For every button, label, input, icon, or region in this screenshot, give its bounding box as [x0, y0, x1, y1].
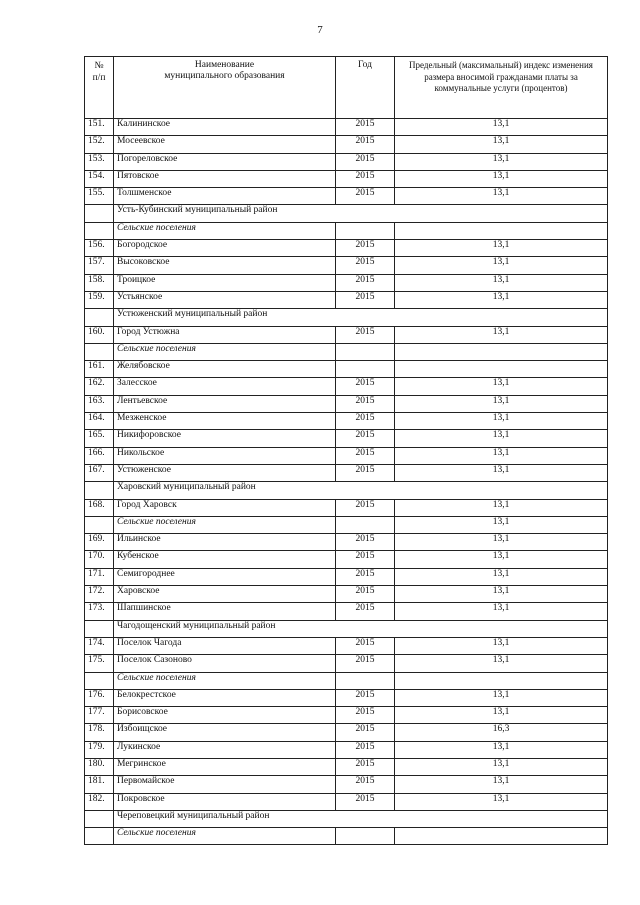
index-value: 13,1: [395, 568, 608, 585]
index-value: 13,1: [395, 240, 608, 257]
year-value: 2015: [336, 136, 395, 153]
municipality-name: Никифоровское: [114, 430, 336, 447]
index-value: 13,1: [395, 464, 608, 481]
index-value: 13,1: [395, 153, 608, 170]
row-number-cell: [85, 222, 114, 239]
row-number: 155.: [85, 188, 114, 205]
municipality-name: Пятовское: [114, 170, 336, 187]
row-number-cell: [85, 828, 114, 845]
row-number: 168.: [85, 499, 114, 516]
municipality-name: Харовское: [114, 586, 336, 603]
year-cell: [336, 672, 395, 689]
table-row: [85, 274, 608, 291]
municipality-name: Богородское: [114, 240, 336, 257]
row-number: 159.: [85, 291, 114, 308]
year-value: 2015: [336, 758, 395, 775]
year-value: 2015: [336, 637, 395, 654]
table-row: [85, 395, 608, 412]
year-cell: [336, 828, 395, 845]
year-value: 2015: [336, 464, 395, 481]
table-row: [85, 291, 608, 308]
table-body: [85, 119, 608, 845]
table-header-row: [85, 57, 608, 119]
municipality-name: Семигороднее: [114, 568, 336, 585]
index-value: [395, 828, 608, 845]
header-number-label: № п/п: [92, 61, 106, 83]
year-value: 2015: [336, 378, 395, 395]
year-value: 2015: [336, 291, 395, 308]
year-cell: [336, 222, 395, 239]
municipality-name: Покровское: [114, 793, 336, 810]
settlements-subheader-row: [85, 828, 608, 845]
year-value: 2015: [336, 413, 395, 430]
row-number: 172.: [85, 586, 114, 603]
header-name: [114, 57, 336, 119]
municipality-name: Мегринское: [114, 758, 336, 775]
row-number: 180.: [85, 758, 114, 775]
row-number: 175.: [85, 655, 114, 672]
municipality-name: Толшменское: [114, 188, 336, 205]
index-value: 13,1: [395, 776, 608, 793]
municipality-name: Город Устюжна: [114, 326, 336, 343]
row-number-cell: [85, 482, 114, 499]
table-row: [85, 758, 608, 775]
table-row: [85, 707, 608, 724]
index-value: 13,1: [395, 326, 608, 343]
year-value: 2015: [336, 257, 395, 274]
row-number: 178.: [85, 724, 114, 741]
municipality-name: Никольское: [114, 447, 336, 464]
year-value: 2015: [336, 551, 395, 568]
year-value: 2015: [336, 499, 395, 516]
row-number-cell: [85, 205, 114, 222]
municipality-name: Устюженское: [114, 464, 336, 481]
index-value: 13,1: [395, 291, 608, 308]
index-value: 13,1: [395, 378, 608, 395]
municipality-name: Калининское: [114, 119, 336, 136]
row-number-cell: [85, 343, 114, 360]
settlements-subheader-row: [85, 222, 608, 239]
index-value: 13,1: [395, 136, 608, 153]
year-value: 2015: [336, 586, 395, 603]
row-number: 163.: [85, 395, 114, 412]
municipality-name: Ильинское: [114, 534, 336, 551]
year-value: 2015: [336, 568, 395, 585]
index-value: 13,1: [395, 395, 608, 412]
year-value: 2015: [336, 119, 395, 136]
header-index: [395, 57, 608, 119]
header-index-label: Предельный (максимальный) индекс изменения размера вносимой гражданами платы за коммунальные услуги (процентов): [409, 60, 593, 93]
index-value: [395, 361, 608, 378]
row-number: 179.: [85, 741, 114, 758]
municipality-name: Белокрестское: [114, 689, 336, 706]
index-value: 13,1: [395, 793, 608, 810]
year-value: 2015: [336, 447, 395, 464]
row-number: 153.: [85, 153, 114, 170]
year-value: 2015: [336, 689, 395, 706]
row-number: 166.: [85, 447, 114, 464]
municipality-name: Поселок Чагода: [114, 637, 336, 654]
row-number: 152.: [85, 136, 114, 153]
year-value: 2015: [336, 603, 395, 620]
row-number: 181.: [85, 776, 114, 793]
year-value: 2015: [336, 741, 395, 758]
index-value: 13,1: [395, 655, 608, 672]
table-row: [85, 170, 608, 187]
row-number: 173.: [85, 603, 114, 620]
row-number-cell: [85, 620, 114, 637]
row-number: 174.: [85, 637, 114, 654]
row-number: 162.: [85, 378, 114, 395]
table-row: [85, 741, 608, 758]
index-value: 13,1: [395, 551, 608, 568]
table-row: [85, 724, 608, 741]
row-number: 182.: [85, 793, 114, 810]
year-value: 2015: [336, 153, 395, 170]
header-year-label: Год: [358, 60, 372, 70]
index-value: 13,1: [395, 707, 608, 724]
table-row: [85, 551, 608, 568]
district-name: Усть-Кубинский муниципальный район: [114, 205, 608, 222]
municipality-name: Залесское: [114, 378, 336, 395]
district-section-row: [85, 620, 608, 637]
settlements-subheader-row: [85, 516, 608, 533]
year-value: 2015: [336, 274, 395, 291]
municipality-name: Погореловское: [114, 153, 336, 170]
table-row: [85, 361, 608, 378]
index-value: 13,1: [395, 534, 608, 551]
municipality-name: Троицкое: [114, 274, 336, 291]
row-number: 169.: [85, 534, 114, 551]
district-section-row: [85, 205, 608, 222]
index-value: 13,1: [395, 447, 608, 464]
row-number: 171.: [85, 568, 114, 585]
row-number: 160.: [85, 326, 114, 343]
year-cell: [336, 516, 395, 533]
index-value: 13,1: [395, 586, 608, 603]
municipality-name: Высоковское: [114, 257, 336, 274]
municipality-name: Шапшинское: [114, 603, 336, 620]
settlements-label: Сельские поселения: [114, 222, 336, 239]
municipality-name: Город Харовск: [114, 499, 336, 516]
tariff-index-table: [84, 56, 608, 845]
district-name: Харовский муниципальный район: [114, 482, 608, 499]
year-value: 2015: [336, 534, 395, 551]
table-row: [85, 119, 608, 136]
year-value: 2015: [336, 395, 395, 412]
table-row: [85, 689, 608, 706]
index-value: 13,1: [395, 637, 608, 654]
index-value: 13,1: [395, 257, 608, 274]
table-row: [85, 378, 608, 395]
district-name: Устюженский муниципальный район: [114, 309, 608, 326]
table-row: [85, 776, 608, 793]
table-row: [85, 188, 608, 205]
row-number: 165.: [85, 430, 114, 447]
row-number: 164.: [85, 413, 114, 430]
row-number: 176.: [85, 689, 114, 706]
year-value: 2015: [336, 188, 395, 205]
index-value: 13,1: [395, 413, 608, 430]
table-row: [85, 326, 608, 343]
row-number: 158.: [85, 274, 114, 291]
row-number: 154.: [85, 170, 114, 187]
index-value: 13,1: [395, 689, 608, 706]
table-row: [85, 447, 608, 464]
index-value: 13,1: [395, 516, 608, 533]
row-number-cell: [85, 309, 114, 326]
table-row: [85, 499, 608, 516]
table-row: [85, 637, 608, 654]
index-value: 13,1: [395, 603, 608, 620]
settlements-label: Сельские поселения: [114, 516, 336, 533]
table-row: [85, 257, 608, 274]
year-value: 2015: [336, 724, 395, 741]
index-value: 13,1: [395, 119, 608, 136]
header-year: [336, 57, 395, 119]
year-value: 2015: [336, 170, 395, 187]
year-value: 2015: [336, 430, 395, 447]
row-number: 167.: [85, 464, 114, 481]
district-section-row: [85, 482, 608, 499]
header-name-label: Наименование муниципального образования: [164, 60, 285, 81]
table-row: [85, 153, 608, 170]
row-number: 161.: [85, 361, 114, 378]
district-section-row: [85, 810, 608, 827]
settlements-subheader-row: [85, 672, 608, 689]
district-section-row: [85, 309, 608, 326]
municipality-name: Кубенское: [114, 551, 336, 568]
table-row: [85, 568, 608, 585]
row-number-cell: [85, 516, 114, 533]
row-number: 151.: [85, 119, 114, 136]
row-number-cell: [85, 810, 114, 827]
municipality-name: Лукинское: [114, 741, 336, 758]
year-value: 2015: [336, 793, 395, 810]
year-value: 2015: [336, 776, 395, 793]
table-row: [85, 413, 608, 430]
row-number: 157.: [85, 257, 114, 274]
year-value: 2015: [336, 655, 395, 672]
municipality-name: Мезженское: [114, 413, 336, 430]
index-value: [395, 222, 608, 239]
year-value: 2015: [336, 707, 395, 724]
table-row: [85, 655, 608, 672]
year-value: 2015: [336, 326, 395, 343]
table-row: [85, 240, 608, 257]
index-value: 13,1: [395, 188, 608, 205]
page-number: 7: [317, 24, 323, 36]
table-row: [85, 793, 608, 810]
table-row: [85, 430, 608, 447]
table-row: [85, 136, 608, 153]
municipality-name: Избоищское: [114, 724, 336, 741]
district-name: Чагодощенский муниципальный район: [114, 620, 608, 637]
year-value: 2015: [336, 240, 395, 257]
settlements-subheader-row: [85, 343, 608, 360]
municipality-name: Мосеевское: [114, 136, 336, 153]
settlements-label: Сельские поселения: [114, 828, 336, 845]
row-number: 170.: [85, 551, 114, 568]
settlements-label: Сельские поселения: [114, 343, 336, 360]
table-row: [85, 586, 608, 603]
table-row: [85, 464, 608, 481]
settlements-label: Сельские поселения: [114, 672, 336, 689]
index-value: [395, 672, 608, 689]
index-value: 13,1: [395, 274, 608, 291]
index-value: 13,1: [395, 741, 608, 758]
index-value: [395, 343, 608, 360]
row-number: 156.: [85, 240, 114, 257]
municipality-name: Желябовское: [114, 361, 336, 378]
row-number-cell: [85, 672, 114, 689]
table-row: [85, 603, 608, 620]
header-number: [85, 57, 114, 119]
municipality-name: Поселок Сазоново: [114, 655, 336, 672]
municipality-name: Первомайское: [114, 776, 336, 793]
district-name: Череповецкий муниципальный район: [114, 810, 608, 827]
municipality-name: Лентьевское: [114, 395, 336, 412]
year-value: [336, 361, 395, 378]
municipality-name: Устьянское: [114, 291, 336, 308]
table-row: [85, 534, 608, 551]
index-value: 13,1: [395, 499, 608, 516]
index-value: 13,1: [395, 758, 608, 775]
year-cell: [336, 343, 395, 360]
index-value: 16,3: [395, 724, 608, 741]
index-value: 13,1: [395, 430, 608, 447]
municipality-name: Борисовское: [114, 707, 336, 724]
row-number: 177.: [85, 707, 114, 724]
index-value: 13,1: [395, 170, 608, 187]
